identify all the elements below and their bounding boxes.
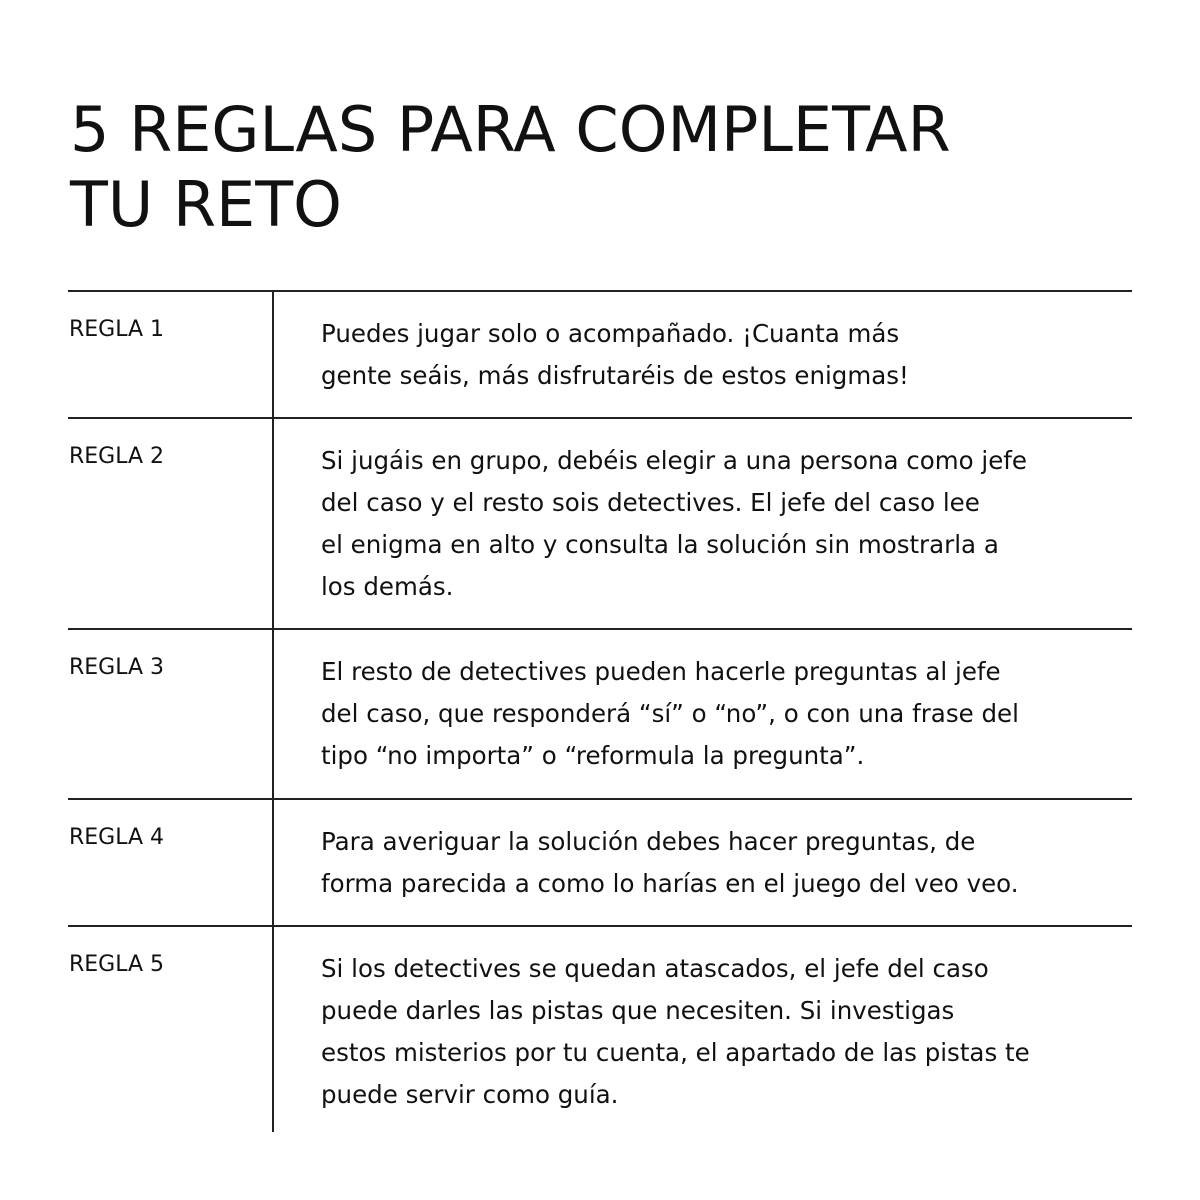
row-divider-line: [68, 628, 1132, 630]
column-divider-line: [272, 628, 274, 798]
rule-label: REGLA 5: [69, 952, 165, 977]
rule-label: REGLA 1: [69, 317, 165, 342]
rule-text: Para averiguar la solución debes hacer preguntas, de forma parecida a como lo harías en el juego del veo veo.: [321, 827, 1019, 898]
column-divider-line: [272, 925, 274, 1132]
rule-row-2: [68, 417, 1132, 628]
page-title: 5 REGLAS PARA COMPLETAR TU RETO: [70, 93, 951, 241]
rule-row-3: [68, 628, 1132, 798]
row-divider-line: [68, 417, 1132, 419]
rule-text: Si los detectives se quedan atascados, el jefe del caso puede darles las pistas que necesiten. Si investigas estos misterios por tu cuenta, el apartado de las pistas te puede servir como guía.: [321, 954, 1030, 1109]
row-divider-line: [68, 925, 1132, 927]
rule-row-1: [68, 290, 1132, 417]
rule-text: Puedes jugar solo o acompañado. ¡Cuanta más gente seáis, más disfrutaréis de estos enigmas!: [321, 319, 909, 390]
rule-label: REGLA 4: [69, 825, 165, 850]
rule-label: REGLA 2: [69, 444, 165, 469]
column-divider-line: [272, 417, 274, 628]
column-divider-line: [272, 290, 274, 417]
rule-row-5: [68, 925, 1132, 1132]
rule-row-4: [68, 798, 1132, 925]
row-divider-line: [68, 290, 1132, 292]
rule-text: El resto de detectives pueden hacerle preguntas al jefe del caso, que responderá “sí” o “no”, o con una frase del tipo “no importa” o “reformula la pregunta”.: [321, 657, 1019, 770]
row-divider-line: [68, 798, 1132, 800]
rule-label: REGLA 3: [69, 655, 165, 680]
rule-text: Si jugáis en grupo, debéis elegir a una persona como jefe del caso y el resto sois detectives. El jefe del caso lee el enigma en alto y consulta la solución sin mostrarla a los demás.: [321, 446, 1027, 601]
column-divider-line: [272, 798, 274, 925]
